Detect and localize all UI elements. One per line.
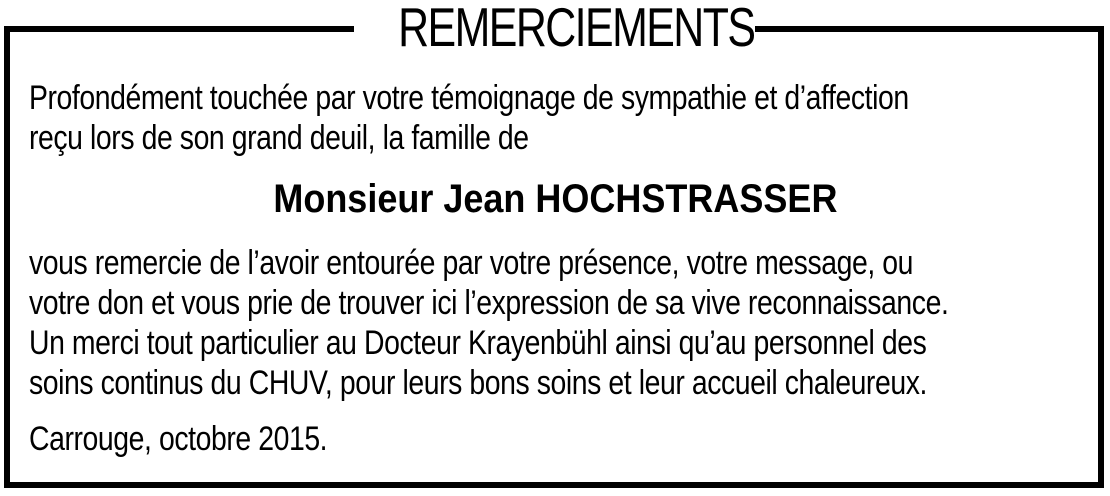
place-date-text: Carrouge, octobre 2015. [29,420,328,458]
notice-border-top-right [755,26,1104,32]
intro-paragraph [29,78,914,158]
body-line: votre don et vous prie de trouver ici l’expression de sa vive reconnaissance. [29,284,949,322]
deceased-name [0,177,1110,222]
intro-line: Profondément touchée par votre témoignage de sympathie et d’affection [29,79,909,117]
body-line: soins continus du CHUV, pour leurs bons soins et leur accueil chaleureux. [29,364,927,402]
notice-heading: REMERCIEMENTS [398,0,755,58]
deceased-name-text: Monsieur Jean HOCHSTRASSER [272,177,838,221]
body-line: vous remercie de l’avoir entourée par votre présence, votre message, ou [29,244,914,282]
intro-line: reçu lors de son grand deuil, la famille de [29,119,529,157]
body-line: Un merci tout particulier au Docteur Krayenbühl ainsi qu’au personnel des [29,324,927,362]
body-paragraph [29,243,949,403]
notice-border-top-left [4,26,354,32]
place-date [29,419,914,459]
